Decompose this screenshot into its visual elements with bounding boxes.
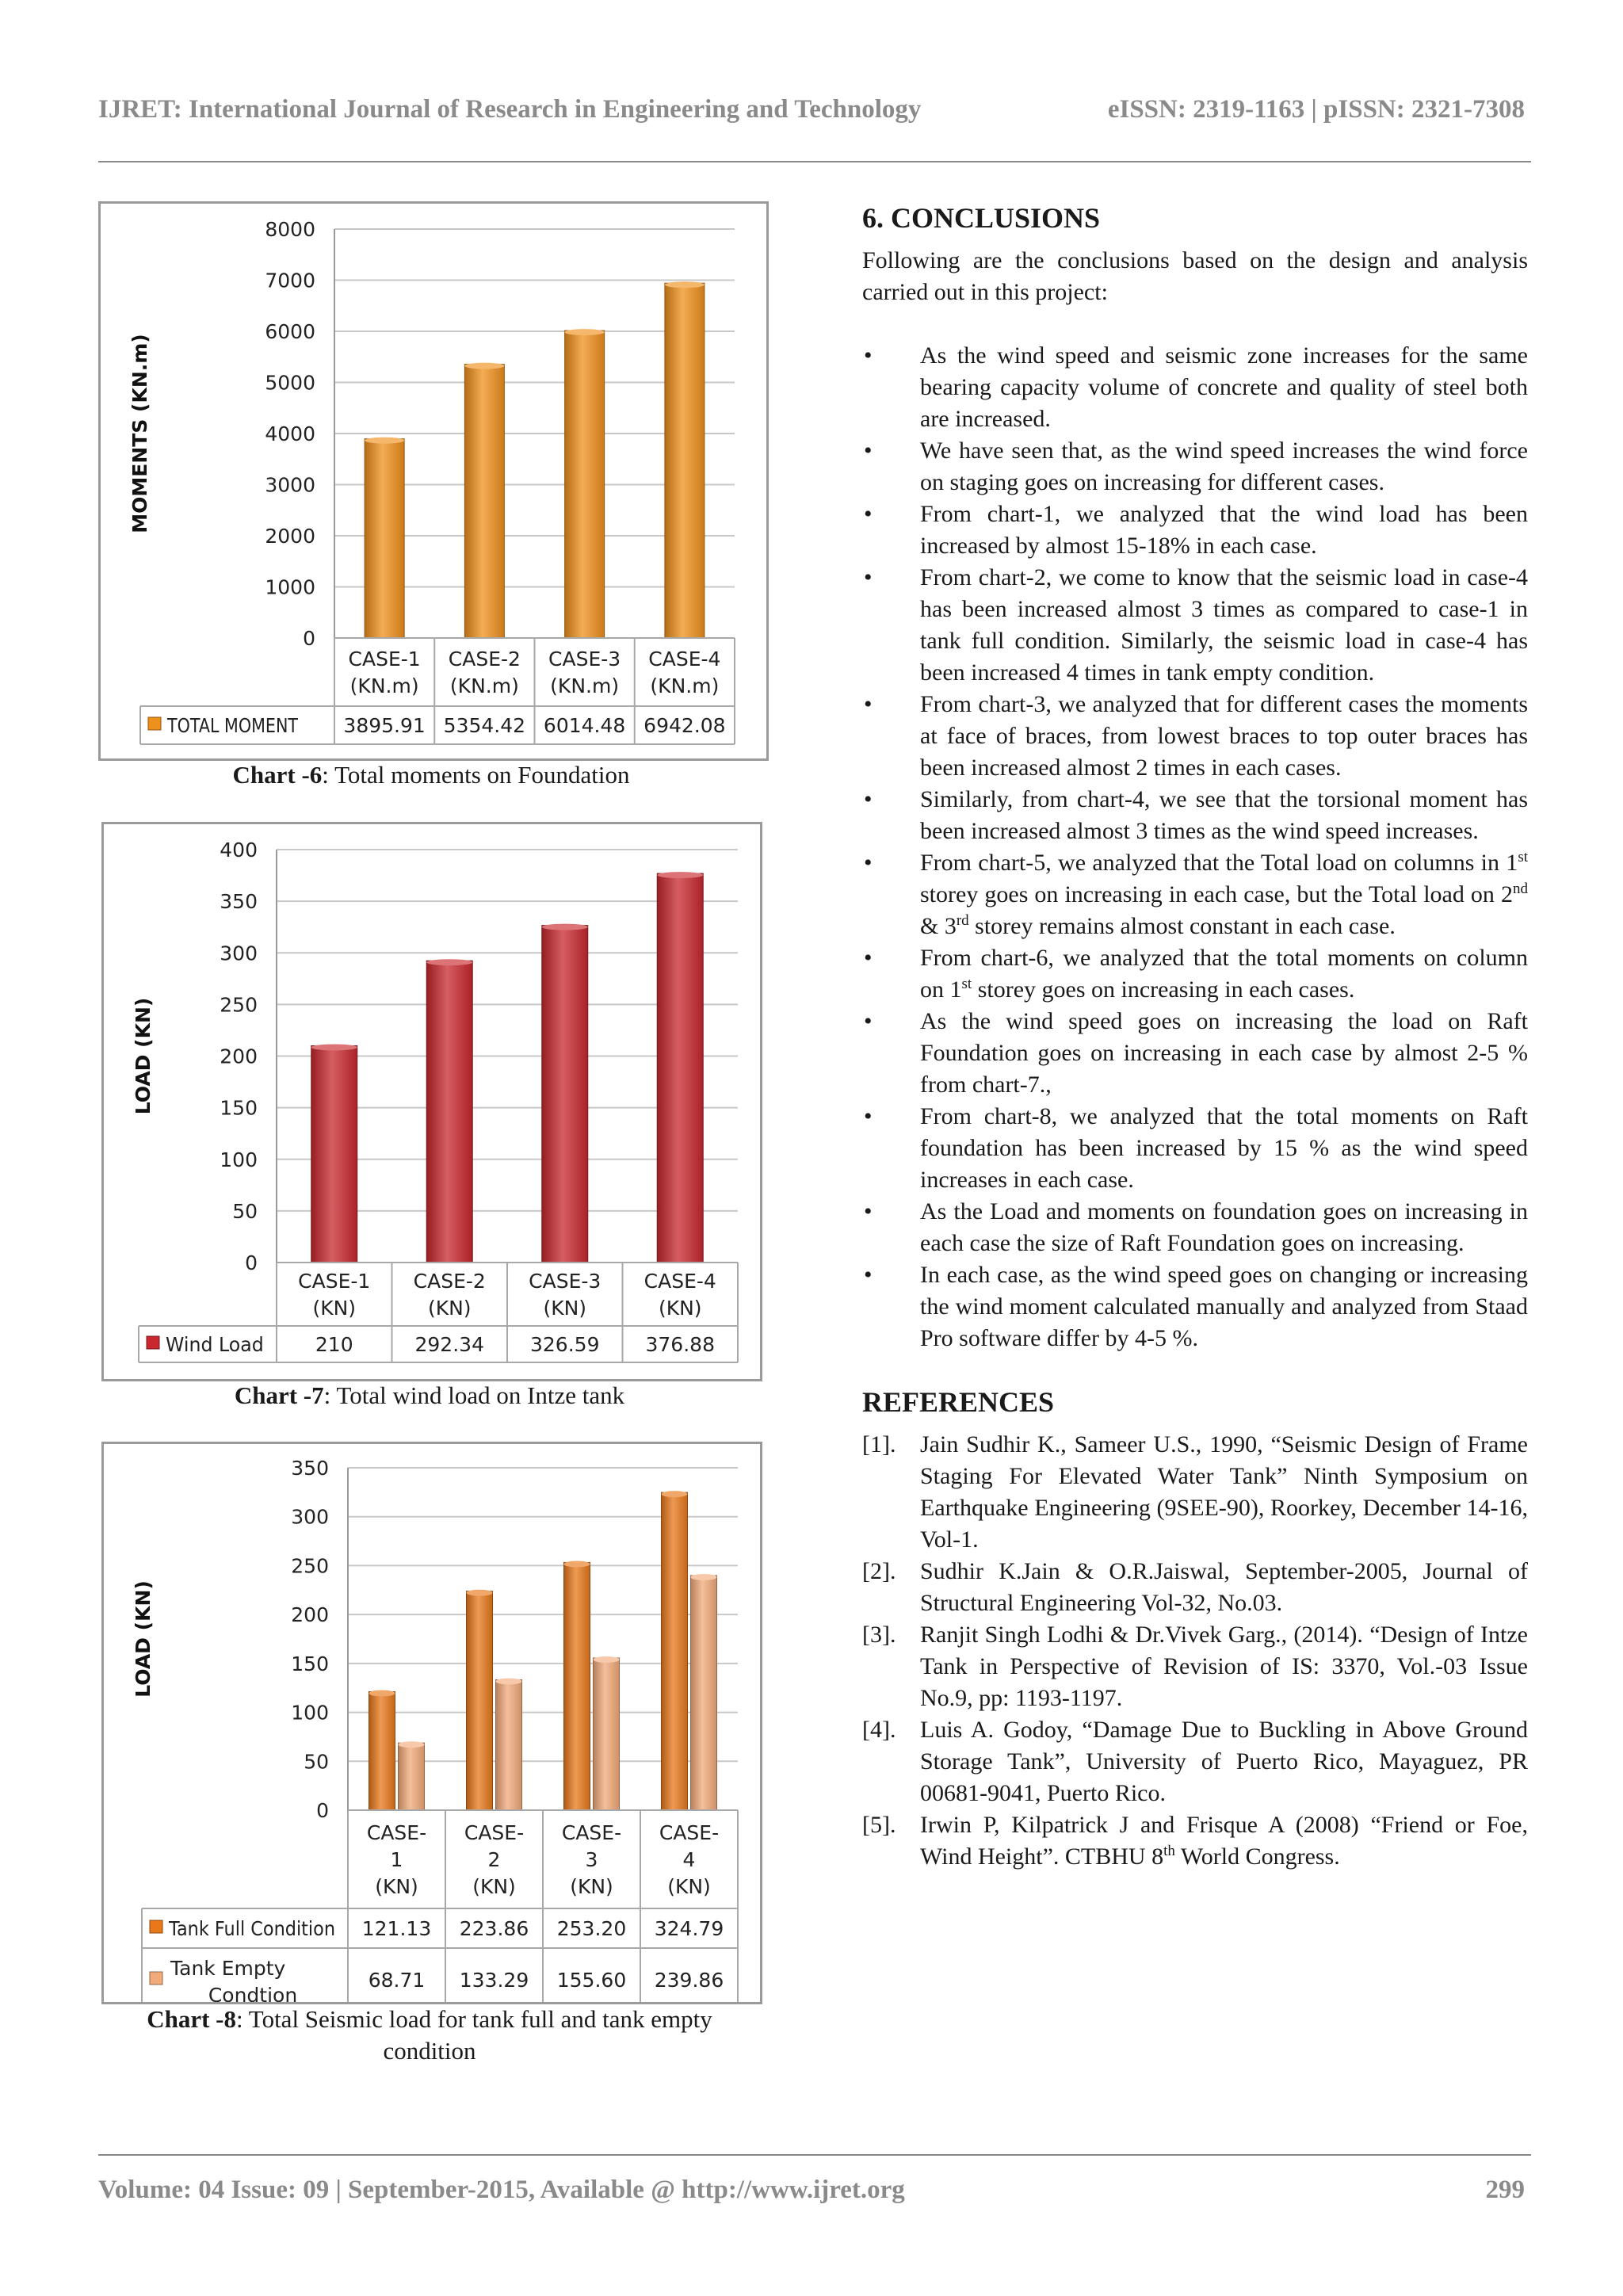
chart-7-svg [104,824,760,1379]
data-value-label: 376.88 [645,1333,715,1356]
x-category-label: CASE- [464,1821,525,1844]
conclusion-text: As the wind speed and seismic zone increases for the same bearing capacity volume of concrete and quality of steel both are increased. [920,342,1528,432]
bar-top [467,1590,493,1596]
reference-number: [3]. [862,1622,896,1648]
chart-6-box [98,201,769,761]
reference-number: [5]. [862,1812,896,1838]
y-tick-label: 250 [220,993,258,1017]
conclusion-item [862,1259,1528,1354]
bar [365,439,404,638]
footer-volume: Volume: 04 Issue: 09 | September-2015, Available @ http://www.ijret.org [98,2176,905,2204]
y-tick-label: 350 [220,890,258,914]
y-tick-label: 4000 [265,422,315,445]
x-category-label: (KN.m) [550,674,620,697]
y-tick-label: 0 [303,627,315,650]
reference-number: [4]. [862,1717,896,1743]
x-category-label: CASE-2 [448,648,521,670]
issn-line: eISSN: 2319-1163 | pISSN: 2321-7308 [1107,95,1525,124]
page-header [98,95,1525,127]
bullet-icon: • [864,691,873,717]
x-category-label: (KN) [667,1875,711,1898]
x-category-label: CASE-2 [413,1270,486,1293]
y-tick-label: 400 [220,839,258,861]
y-tick-label: 350 [291,1457,329,1480]
bar [542,926,588,1263]
bullet-icon: • [864,1198,873,1224]
legend-swatch [147,1336,159,1349]
reference-number: [1]. [862,1431,896,1457]
bar-top [594,1656,620,1663]
data-value-label: 253.20 [556,1917,627,1940]
bar-top [657,872,703,878]
x-category-label: CASE-3 [548,648,621,670]
y-tick-label: 3000 [265,473,315,497]
reference-number: [2]. [862,1558,896,1584]
y-tick-label: 100 [220,1148,258,1171]
data-value-label: 3895.91 [343,714,426,737]
reference-text: Ranjit Singh Lodhi & Dr.Vivek Garg., (2014). “Design of Intze Tank in Perspective of Revision of IS: 3370, Vol.-03 Issue No.9, pp: 1193-1197. [920,1622,1528,1711]
y-tick-label: 250 [291,1554,329,1578]
legend-label: Condtion [208,1984,298,2002]
bar-top [399,1741,425,1748]
bar [399,1743,425,1810]
bar [369,1691,395,1810]
bar [464,365,504,638]
bar [657,873,703,1263]
y-tick-label: 0 [245,1251,258,1274]
conclusion-item [862,499,1528,562]
chart-6-caption-text: : Total moments on Foundation [322,761,630,789]
data-value-label: 6014.48 [543,714,626,737]
references-list [862,1429,1528,1873]
chart-7-caption [101,1380,758,1412]
x-category-label: 4 [682,1848,696,1871]
x-category-label: CASE- [366,1821,427,1844]
bar-top [426,959,472,965]
chart-7-caption-text: : Total wind load on Intze tank [323,1381,625,1409]
bar [564,1562,590,1810]
x-category-label: CASE- [561,1821,622,1844]
x-category-label: (KN) [427,1297,472,1320]
chart-7-box [101,822,762,1381]
legend-label: TOTAL MOMENT [166,714,299,737]
footer-rule [98,2154,1531,2156]
x-category-label: (KN) [658,1297,702,1320]
y-tick-label: 150 [220,1096,258,1120]
conclusion-item [862,942,1528,1006]
reference-text: Irwin P, Kilpatrick J and Frisque A (2008) “Friend or Foe, Wind Height”. CTBHU 8th World Congress. [920,1812,1528,1870]
x-category-label: CASE-4 [643,1270,716,1293]
conclusion-item [862,1101,1528,1196]
bar-top [662,1491,688,1497]
bullet-icon: • [864,1262,873,1288]
legend-swatch [150,1920,162,1933]
y-tick-label: 7000 [265,269,315,292]
x-category-label: (KN.m) [349,674,419,697]
y-tick-label: 50 [232,1199,258,1223]
chart-6-caption [98,759,764,791]
y-tick-label: 300 [220,942,258,965]
chart-6-caption-label: Chart -6 [232,761,323,789]
journal-title: IJRET: International Journal of Research in Engineering and Technology [98,95,922,124]
data-value-label: 5354.42 [443,714,526,737]
data-value-label: 6942.08 [643,714,726,737]
conclusion-text: We have seen that, as the wind speed increases the wind force on staging goes on increasing for different cases. [920,437,1528,495]
y-tick-label: 8000 [265,218,315,241]
conclusion-text: From chart-6, we analyzed that the total moments on column on 1st storey goes on increasing in each cases. [920,945,1528,1003]
x-category-label: 3 [585,1848,598,1871]
data-value-label: 239.86 [654,1969,724,1992]
references-heading: REFERENCES [862,1386,1055,1418]
bar [665,283,705,638]
chart-8-box [101,1442,762,2004]
bar [594,1658,620,1810]
chart-8-caption-text: : Total Seismic load for tank full and tank empty condition [236,2005,712,2065]
bar-top [496,1678,522,1684]
data-value-label: 324.79 [654,1917,724,1940]
y-tick-label: 50 [304,1750,329,1774]
y-tick-label: 300 [291,1505,329,1529]
bar [311,1045,357,1263]
reference-text: Luis A. Godoy, “Damage Due to Buckling in Above Ground Storage Tank”, University of Puerto Rico, Mayaguez, PR 00681-9041, Puerto Rico. [920,1717,1528,1806]
chart-7-caption-label: Chart -7 [234,1381,324,1409]
data-value-label: 292.34 [414,1333,484,1356]
bullet-icon: • [864,945,873,971]
chart-8-svg [104,1444,760,2002]
conclusion-item [862,689,1528,784]
right-column [862,202,1528,1873]
conclusion-text: From chart-1, we analyzed that the wind load has been increased by almost 15-18% in each case. [920,501,1528,559]
bar-top [542,924,588,930]
bar-top [565,329,605,335]
y-tick-label: 200 [220,1045,258,1068]
data-value-label: 68.71 [368,1969,426,1992]
x-category-label: (KN) [375,1875,418,1898]
data-value-label: 326.59 [530,1333,600,1356]
legend-label: Tank Full Condition [168,1917,335,1940]
legend-swatch [148,717,161,730]
x-category-label: (KN) [312,1297,357,1320]
conclusion-text: From chart-5, we analyzed that the Total load on columns in 1st storey goes on increasing in each case, but the Total load on 2nd & 3rd storey remains almost constant in each case. [920,849,1528,939]
conclusion-text: As the wind speed goes on increasing the load on Raft Foundation goes on increasing in each case by almost 2-5 % from chart-7., [920,1008,1528,1098]
y-tick-label: 2000 [265,525,315,548]
reference-item [862,1619,1528,1714]
data-value-label: 223.86 [459,1917,529,1940]
data-value-label: 210 [315,1333,353,1356]
y-tick-label: 0 [316,1799,329,1822]
x-category-label: (KN) [543,1297,587,1320]
conclusion-item [862,847,1528,942]
bullet-icon: • [864,1103,873,1129]
bullet-icon: • [864,342,873,369]
x-category-label: (KN.m) [650,674,720,697]
reference-text: Jain Sudhir K., Sameer U.S., 1990, “Seismic Design of Frame Staging For Elevated Water Tank” Ninth Symposium on Earthquake Engineering (9SEE-90), Roorkey, December 14-16, Vol-1. [920,1431,1528,1553]
x-category-label: (KN) [472,1875,516,1898]
x-category-label: CASE-4 [648,648,721,670]
conclusion-item [862,340,1528,435]
bullet-icon: • [864,1008,873,1034]
conclusion-text: From chart-2, we come to know that the seismic load in case-4 has been increased almost 3 times as compared to case-1 in tank full condition. Similarly, the seismic load in case-4 has been increased 4 times in tank empty condition. [920,564,1528,686]
conclusions-heading: 6. CONCLUSIONS [862,202,1101,234]
x-category-label: 1 [390,1848,403,1871]
conclusions-intro: Following are the conclusions based on the design and analysis carried out in this project: [862,247,1528,305]
bar [565,330,605,638]
legend-label: Tank Empty [170,1957,286,1980]
reference-item [862,1429,1528,1556]
chart-8-caption [101,2004,758,2067]
bar [426,961,472,1263]
bar [467,1591,493,1810]
y-tick-label: 200 [291,1603,329,1627]
x-category-label: (KN) [570,1875,613,1898]
conclusion-text: Similarly, from chart-4, we see that the torsional moment has been increased almost 3 times as the wind speed increases. [920,786,1528,844]
x-category-label: CASE-3 [529,1270,601,1293]
bar [662,1492,688,1810]
y-tick-label: 6000 [265,320,315,343]
bar-top [369,1690,395,1696]
conclusion-item [862,784,1528,847]
header-rule [98,161,1531,162]
conclusion-item [862,562,1528,689]
bar [691,1576,717,1810]
reference-item [862,1714,1528,1809]
conclusion-item [862,1196,1528,1259]
conclusion-text: As the Load and moments on foundation goes on increasing in each case the size of Raft Foundation goes on increasing. [920,1198,1528,1256]
page-footer [98,2176,1525,2207]
bar-top [311,1044,357,1050]
reference-item [862,1556,1528,1619]
bar-top [464,363,504,369]
conclusions-list [862,340,1528,1354]
bar-top [691,1574,717,1580]
conclusion-text: From chart-8, we analyzed that the total moments on Raft foundation has been increased by 15 % as the wind speed increases in each case. [920,1103,1528,1193]
bar-top [564,1561,590,1567]
page-number: 299 [1485,2176,1525,2204]
x-category-label: CASE-1 [348,648,421,670]
y-axis-title: LOAD (KN) [132,1580,155,1698]
y-tick-label: 1000 [265,575,315,599]
y-axis-title: MOMENTS (KN.m) [128,334,151,533]
chart-6-svg [101,204,766,758]
bar [496,1679,522,1810]
x-category-label: (KN.m) [449,674,519,697]
conclusion-item [862,1006,1528,1101]
bar-top [365,437,404,444]
bar-top [665,281,705,288]
x-category-label: CASE-1 [298,1270,371,1293]
y-axis-title: LOAD (KN) [132,997,155,1115]
conclusion-text: In each case, as the wind speed goes on changing or increasing the wind moment calculated manually and analyzed from Staad Pro software differ by 4-5 %. [920,1262,1528,1351]
reference-text: Sudhir K.Jain & O.R.Jaiswal, September-2005, Journal of Structural Engineering Vol-32, No.03. [920,1558,1528,1616]
reference-item [862,1809,1528,1873]
data-value-label: 133.29 [459,1969,529,1992]
chart-8-caption-label: Chart -8 [147,2005,236,2033]
conclusion-text: From chart-3, we analyzed that for different cases the moments at face of braces, from lowest braces to top outer braces has been increased almost 2 times in each cases. [920,691,1528,781]
bullet-icon: • [864,501,873,527]
conclusion-item [862,435,1528,499]
data-value-label: 155.60 [556,1969,627,1992]
bullet-icon: • [864,564,873,590]
y-tick-label: 100 [291,1701,329,1725]
legend-label: Wind Load [166,1333,264,1356]
bullet-icon: • [864,786,873,812]
x-category-label: CASE- [659,1821,720,1844]
data-value-label: 121.13 [361,1917,432,1940]
x-category-label: 2 [487,1848,501,1871]
y-tick-label: 150 [291,1652,329,1675]
bullet-icon: • [864,850,873,876]
legend-swatch [150,1972,162,1985]
bullet-icon: • [864,437,873,464]
y-tick-label: 5000 [265,371,315,395]
